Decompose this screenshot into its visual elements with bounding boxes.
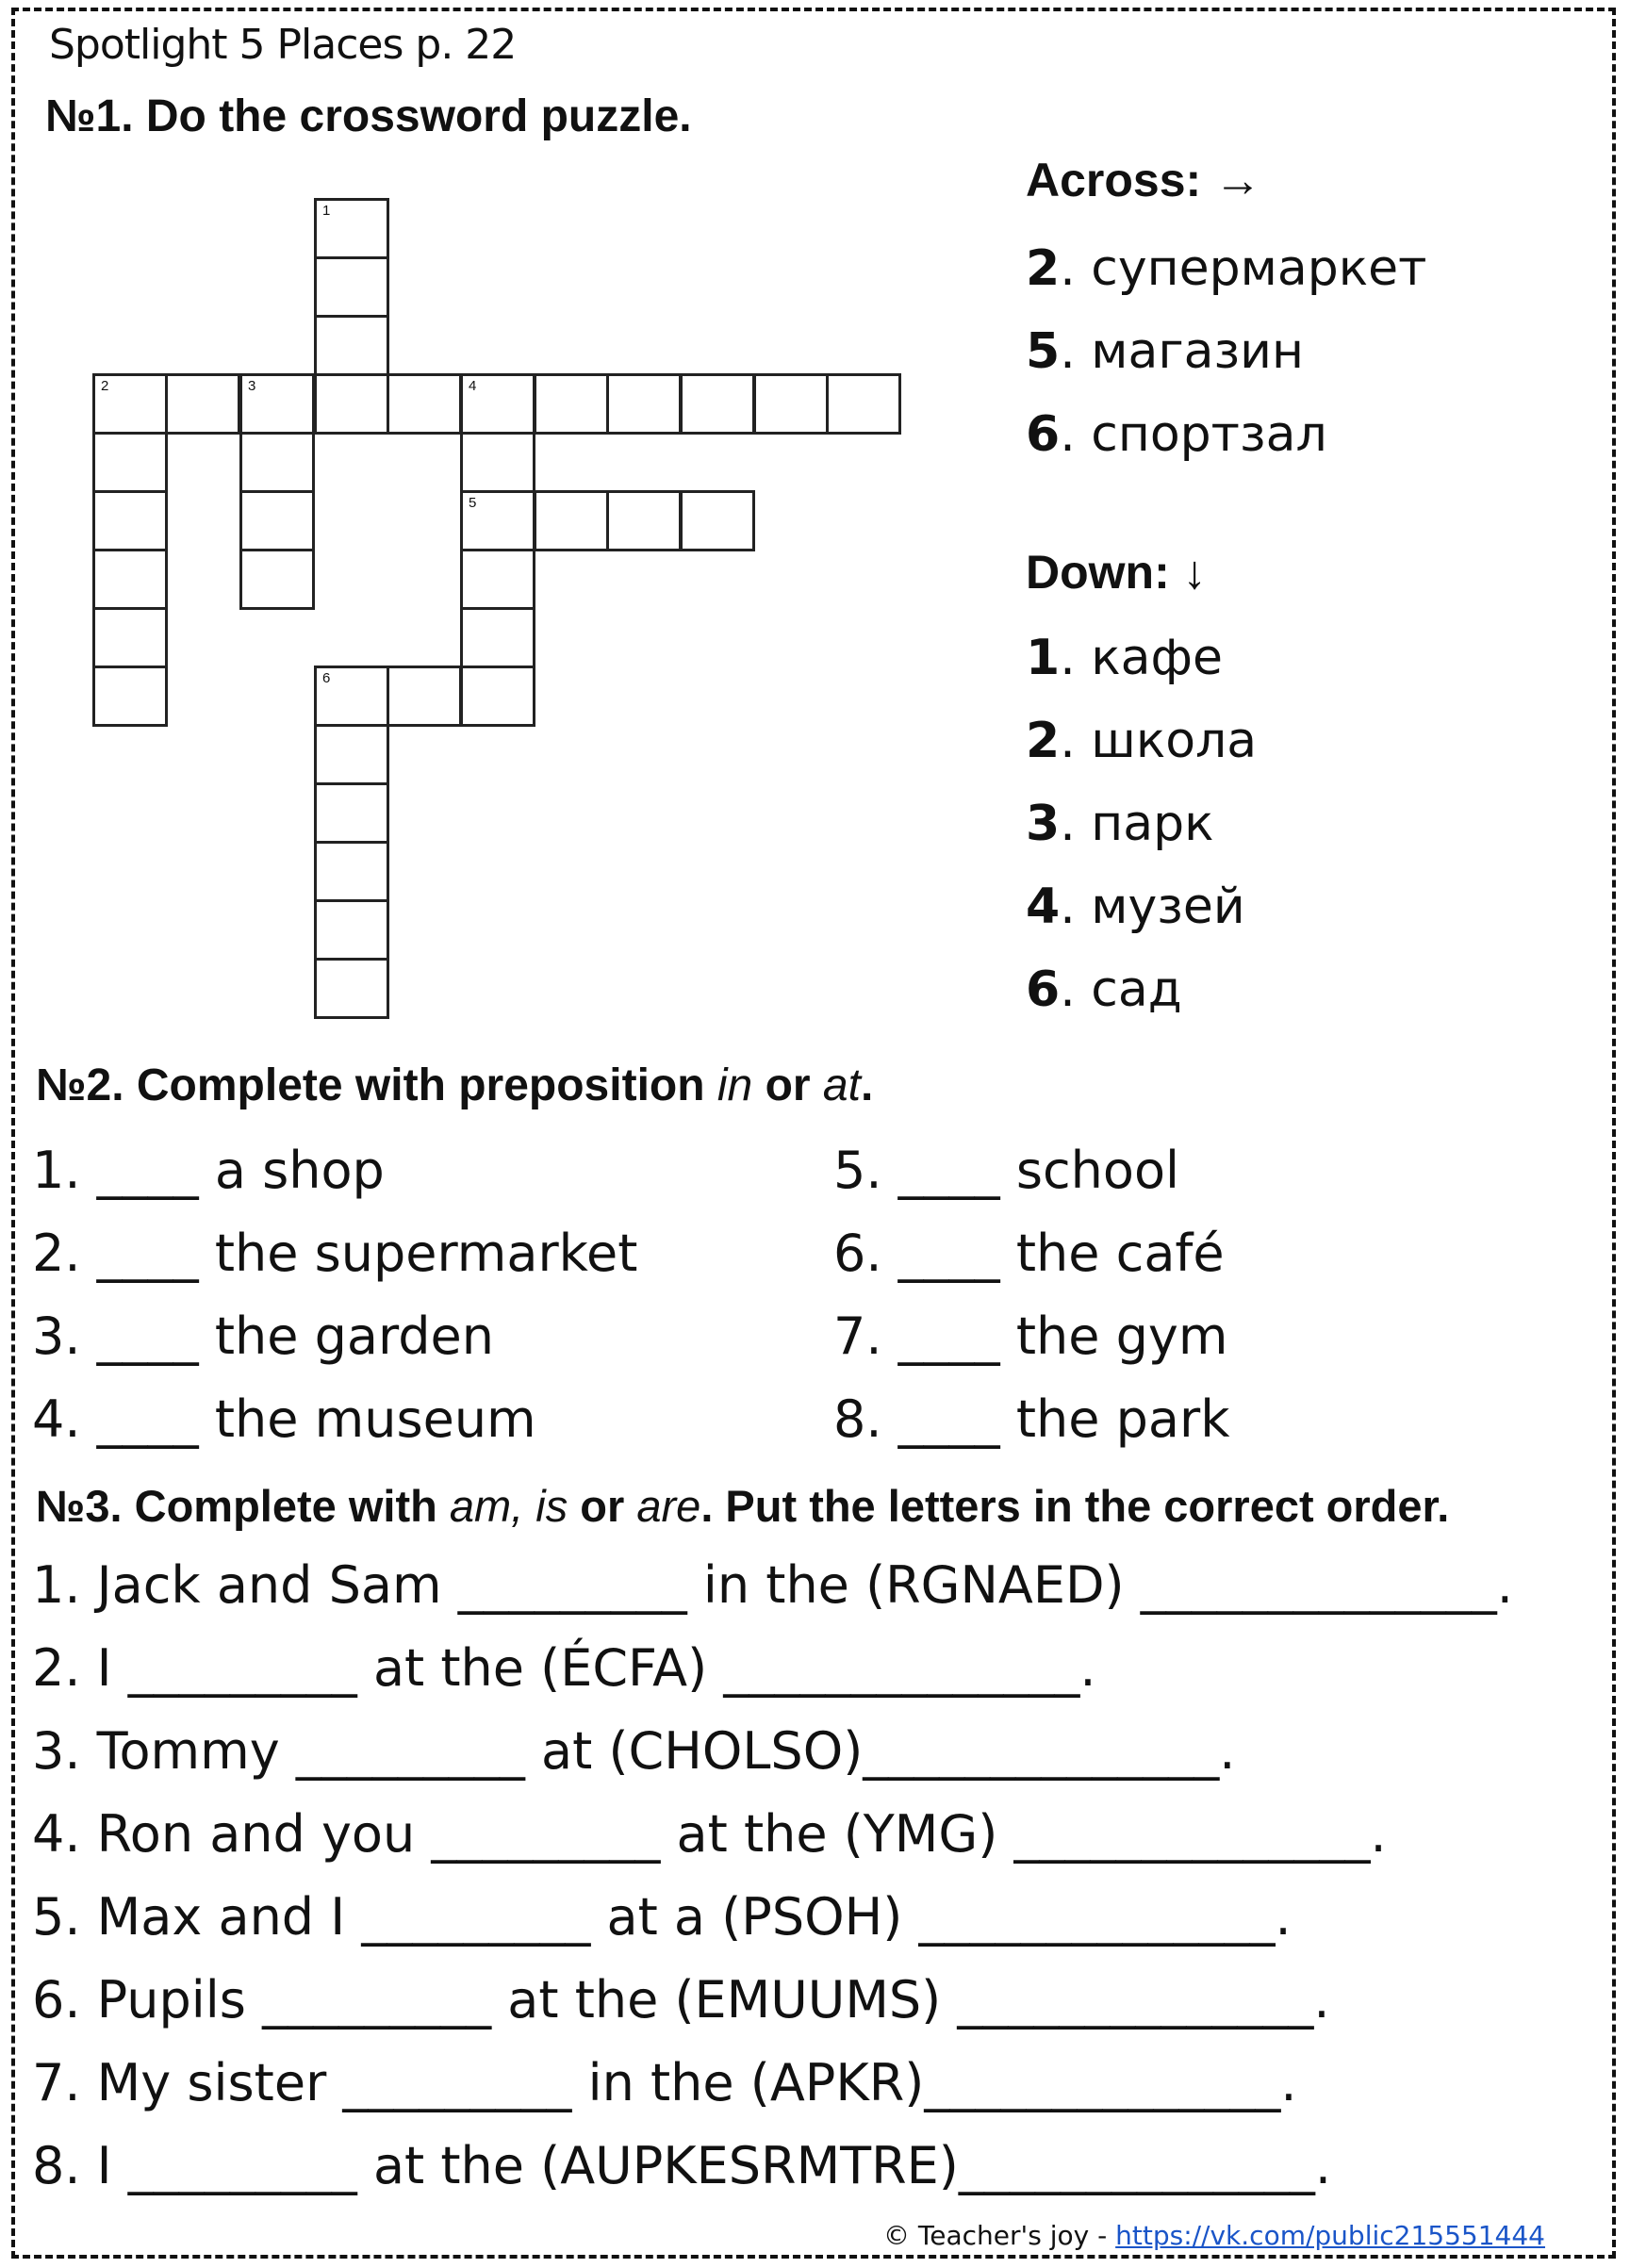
- crossword-cell[interactable]: [314, 198, 389, 259]
- task2-item[interactable]: 1. ____ a shop: [32, 1141, 385, 1200]
- across-clue: 6. спортзал: [1026, 406, 1327, 463]
- crossword-cell[interactable]: [92, 549, 168, 610]
- cell-number: 1: [322, 203, 331, 219]
- task1-title: №1. Do the crossword puzzle.: [45, 91, 692, 141]
- crossword-cell[interactable]: [314, 373, 389, 435]
- down-clue: 3. парк: [1026, 796, 1214, 852]
- task2-item[interactable]: 7. ____ the gym: [833, 1307, 1228, 1366]
- crossword-cell[interactable]: [314, 899, 389, 961]
- task3-item[interactable]: 4. Ron and you _________ at the (YMG) ______________.: [32, 1804, 1387, 1864]
- crossword-grid: [0, 0, 1630, 1037]
- crossword-cell[interactable]: [314, 958, 389, 1019]
- cell-number: 3: [248, 378, 256, 394]
- task2-item[interactable]: 2. ____ the supermarket: [32, 1224, 638, 1283]
- crossword-cell[interactable]: [680, 373, 755, 435]
- task2-item[interactable]: 5. ____ school: [833, 1141, 1179, 1200]
- crossword-cell[interactable]: [534, 490, 609, 551]
- down-clue: 1. кафе: [1026, 630, 1223, 686]
- task2-item[interactable]: 8. ____ the park: [833, 1389, 1230, 1449]
- crossword-cell[interactable]: [239, 432, 315, 493]
- crossword-cell[interactable]: [826, 373, 901, 435]
- task3-item[interactable]: 7. My sister _________ in the (APKR)______________.: [32, 2053, 1297, 2112]
- down-heading: Down: ↓: [1026, 546, 1207, 599]
- task3-item[interactable]: 5. Max and I _________ at a (PSOH) ______________.: [32, 1887, 1292, 1947]
- task3-item[interactable]: 3. Tommy _________ at (CHOLSO)______________.: [32, 1721, 1236, 1781]
- crossword-cell[interactable]: [314, 256, 389, 318]
- footer-credit: © Teacher's joy - https://vk.com/public215551444: [883, 2220, 1545, 2251]
- crossword-cell[interactable]: [460, 432, 535, 493]
- crossword-cell[interactable]: [92, 373, 168, 435]
- footer-link[interactable]: https://vk.com/public215551444: [1115, 2220, 1545, 2251]
- down-clue: 4. музей: [1026, 879, 1245, 935]
- down-clue: 2. школа: [1026, 713, 1258, 769]
- crossword-cell[interactable]: [165, 373, 240, 435]
- task3-title: №3. Complete with am, is or are. Put the letters in the correct order.: [36, 1481, 1450, 1531]
- task2-item[interactable]: 6. ____ the café: [833, 1224, 1225, 1283]
- crossword-cell[interactable]: [314, 724, 389, 785]
- across-heading: Across: →: [1026, 154, 1262, 206]
- task3-item[interactable]: 6. Pupils _________ at the (EMUUMS) ______________.: [32, 1970, 1330, 2030]
- task2-item[interactable]: 4. ____ the museum: [32, 1389, 536, 1449]
- crossword-cell[interactable]: [387, 666, 462, 727]
- crossword-cell[interactable]: [314, 782, 389, 844]
- task3-item[interactable]: 8. I _________ at the (AUPKESRMTRE)______________.: [32, 2136, 1332, 2195]
- cell-number: 4: [469, 378, 477, 394]
- crossword-cell[interactable]: [92, 666, 168, 727]
- crossword-cell[interactable]: [239, 549, 315, 610]
- crossword-cell[interactable]: [314, 315, 389, 376]
- cell-number: 6: [322, 670, 331, 686]
- task3-item[interactable]: 2. I _________ at the (ÉCFA) ______________.: [32, 1638, 1096, 1698]
- task3-item[interactable]: 1. Jack and Sam _________ in the (RGNAED) ______________.: [32, 1555, 1513, 1615]
- crossword-cell[interactable]: [460, 607, 535, 668]
- crossword-cell[interactable]: [239, 373, 315, 435]
- crossword-cell[interactable]: [239, 490, 315, 551]
- crossword-cell[interactable]: [606, 373, 682, 435]
- task2-title: №2. Complete with preposition in or at.: [36, 1060, 874, 1110]
- across-clue: 2. супермаркет: [1026, 240, 1427, 297]
- crossword-cell[interactable]: [314, 841, 389, 902]
- worksheet-header: Spotlight 5 Places p. 22: [49, 21, 517, 69]
- crossword-cell[interactable]: [92, 432, 168, 493]
- crossword-cell[interactable]: [387, 373, 462, 435]
- crossword-cell[interactable]: [460, 373, 535, 435]
- crossword-cell[interactable]: [753, 373, 829, 435]
- across-clue: 5. магазин: [1026, 323, 1304, 380]
- crossword-cell[interactable]: [92, 607, 168, 668]
- task2-item[interactable]: 3. ____ the garden: [32, 1307, 494, 1366]
- crossword-cell[interactable]: [606, 490, 682, 551]
- crossword-cell[interactable]: [92, 490, 168, 551]
- cell-number: 2: [101, 378, 109, 394]
- cell-number: 5: [469, 495, 477, 511]
- crossword-cell[interactable]: [460, 666, 535, 727]
- crossword-cell[interactable]: [460, 490, 535, 551]
- crossword-cell[interactable]: [534, 373, 609, 435]
- down-clue: 6. сад: [1026, 961, 1182, 1018]
- crossword-cell[interactable]: [314, 666, 389, 727]
- crossword-cell[interactable]: [680, 490, 755, 551]
- crossword-cell[interactable]: [460, 549, 535, 610]
